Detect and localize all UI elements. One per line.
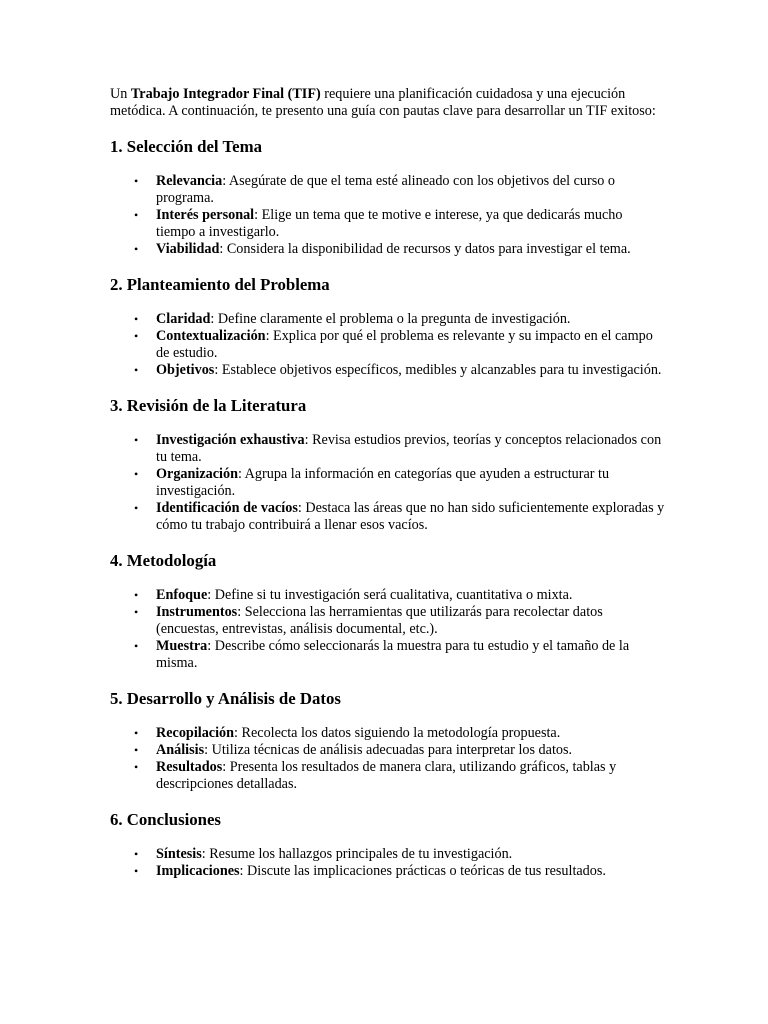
item-description: : Define claramente el problema o la pregunta de investigación. bbox=[210, 311, 571, 327]
item-description: : Elige un tema que te motive e interese, ya que dedicarás mucho tiempo a investigarlo. bbox=[156, 207, 623, 240]
bullet-icon: • bbox=[134, 208, 139, 222]
section-heading: 4. Metodología bbox=[110, 551, 217, 570]
intro-paragraph bbox=[110, 86, 665, 120]
section-heading: 2. Planteamiento del Problema bbox=[110, 275, 330, 294]
section-heading: 6. Conclusiones bbox=[110, 810, 221, 829]
item-term: Instrumentos bbox=[156, 604, 238, 620]
item-term: Recopilación bbox=[156, 725, 235, 741]
section-list bbox=[110, 173, 665, 258]
bullet-icon: • bbox=[134, 363, 139, 377]
list-item bbox=[134, 604, 665, 638]
item-term: Viabilidad bbox=[156, 241, 220, 257]
item-description: : Define si tu investigación será cualitativa, cuantitativa o mixta. bbox=[207, 587, 573, 603]
intro-before: Un bbox=[110, 86, 131, 102]
item-term: Implicaciones bbox=[156, 863, 240, 879]
bullet-icon: • bbox=[134, 329, 139, 343]
item-description: : Destaca las áreas que no han sido suficientemente exploradas y cómo tu trabajo contribuirá a llenar esos vacíos. bbox=[156, 500, 665, 533]
item-description: : Selecciona las herramientas que utilizarás para recolectar datos (encuestas, entrevistas, análisis documental, etc.). bbox=[156, 604, 603, 637]
item-description: : Explica por qué el problema es relevante y su impacto en el campo de estudio. bbox=[156, 328, 653, 361]
item-term: Contextualización bbox=[156, 328, 266, 344]
list-item bbox=[134, 432, 665, 466]
list-item bbox=[134, 362, 665, 379]
sections-container bbox=[110, 137, 665, 880]
intro-after: requiere una planificación cuidadosa y una ejecución metódica. A continuación, te presento una guía con pautas clave para desarrollar un TIF exitoso: bbox=[110, 86, 656, 119]
item-term: Relevancia bbox=[156, 173, 223, 189]
list-item bbox=[134, 173, 665, 207]
list-item bbox=[134, 759, 665, 793]
item-description: : Asegúrate de que el tema esté alineado con los objetivos del curso o programa. bbox=[156, 173, 615, 206]
item-description: : Recolecta los datos siguiendo la metodología propuesta. bbox=[234, 725, 561, 741]
section-list bbox=[110, 432, 665, 534]
bullet-icon: • bbox=[134, 433, 139, 447]
list-item bbox=[134, 500, 665, 534]
bullet-icon: • bbox=[134, 847, 139, 861]
item-description: : Establece objetivos específicos, medibles y alcanzables para tu investigación. bbox=[214, 362, 662, 378]
item-term: Claridad bbox=[156, 311, 211, 327]
item-description: : Agrupa la información en categorías que ayuden a estructurar tu investigación. bbox=[156, 466, 610, 499]
item-description: : Considera la disponibilidad de recursos y datos para investigar el tema. bbox=[219, 241, 631, 257]
item-description: : Presenta los resultados de manera clara, utilizando gráficos, tablas y descripciones detalladas. bbox=[156, 759, 617, 792]
list-item bbox=[134, 328, 665, 362]
bullet-icon: • bbox=[134, 588, 139, 602]
bullet-icon: • bbox=[134, 639, 139, 653]
item-term: Interés personal bbox=[156, 207, 255, 223]
section-list bbox=[110, 587, 665, 672]
section-heading: 1. Selección del Tema bbox=[110, 137, 262, 156]
item-term: Objetivos bbox=[156, 362, 215, 378]
list-item bbox=[134, 863, 665, 880]
section-heading: 5. Desarrollo y Análisis de Datos bbox=[110, 689, 341, 708]
bullet-icon: • bbox=[134, 605, 139, 619]
document-page bbox=[110, 86, 665, 880]
item-term: Enfoque bbox=[156, 587, 208, 603]
intro-bold-term: Trabajo Integrador Final (TIF) bbox=[130, 86, 321, 102]
list-item bbox=[134, 311, 665, 328]
item-description: : Utiliza técnicas de análisis adecuadas para interpretar los datos. bbox=[204, 742, 573, 758]
list-item bbox=[134, 241, 665, 258]
item-term: Análisis bbox=[156, 742, 205, 758]
item-term: Organización bbox=[156, 466, 238, 482]
bullet-icon: • bbox=[134, 726, 139, 740]
item-description: : Resume los hallazgos principales de tu investigación. bbox=[201, 846, 513, 862]
item-description: : Describe cómo seleccionarás la muestra para tu estudio y el tamaño de la misma. bbox=[156, 638, 630, 671]
bullet-icon: • bbox=[134, 501, 139, 515]
section-list bbox=[110, 311, 665, 379]
bullet-icon: • bbox=[134, 864, 139, 878]
bullet-icon: • bbox=[134, 174, 139, 188]
list-item bbox=[134, 207, 665, 241]
item-description: : Discute las implicaciones prácticas o teóricas de tus resultados. bbox=[239, 863, 606, 879]
item-term: Investigación exhaustiva bbox=[156, 432, 305, 448]
list-item bbox=[134, 846, 665, 863]
list-item bbox=[134, 742, 665, 759]
section-list bbox=[110, 725, 665, 793]
item-term: Identificación de vacíos bbox=[156, 500, 298, 516]
item-term: Resultados bbox=[156, 759, 223, 775]
list-item bbox=[134, 466, 665, 500]
list-item bbox=[134, 638, 665, 672]
item-description: : Revisa estudios previos, teorías y conceptos relacionados con tu tema. bbox=[156, 432, 662, 465]
list-item bbox=[134, 587, 665, 604]
bullet-icon: • bbox=[134, 760, 139, 774]
list-item bbox=[134, 725, 665, 742]
bullet-icon: • bbox=[134, 242, 139, 256]
section-heading: 3. Revisión de la Literatura bbox=[110, 396, 307, 415]
item-term: Muestra bbox=[156, 638, 208, 654]
bullet-icon: • bbox=[134, 467, 139, 481]
item-term: Síntesis bbox=[156, 846, 202, 862]
bullet-icon: • bbox=[134, 312, 139, 326]
section-list bbox=[110, 846, 665, 880]
bullet-icon: • bbox=[134, 743, 139, 757]
